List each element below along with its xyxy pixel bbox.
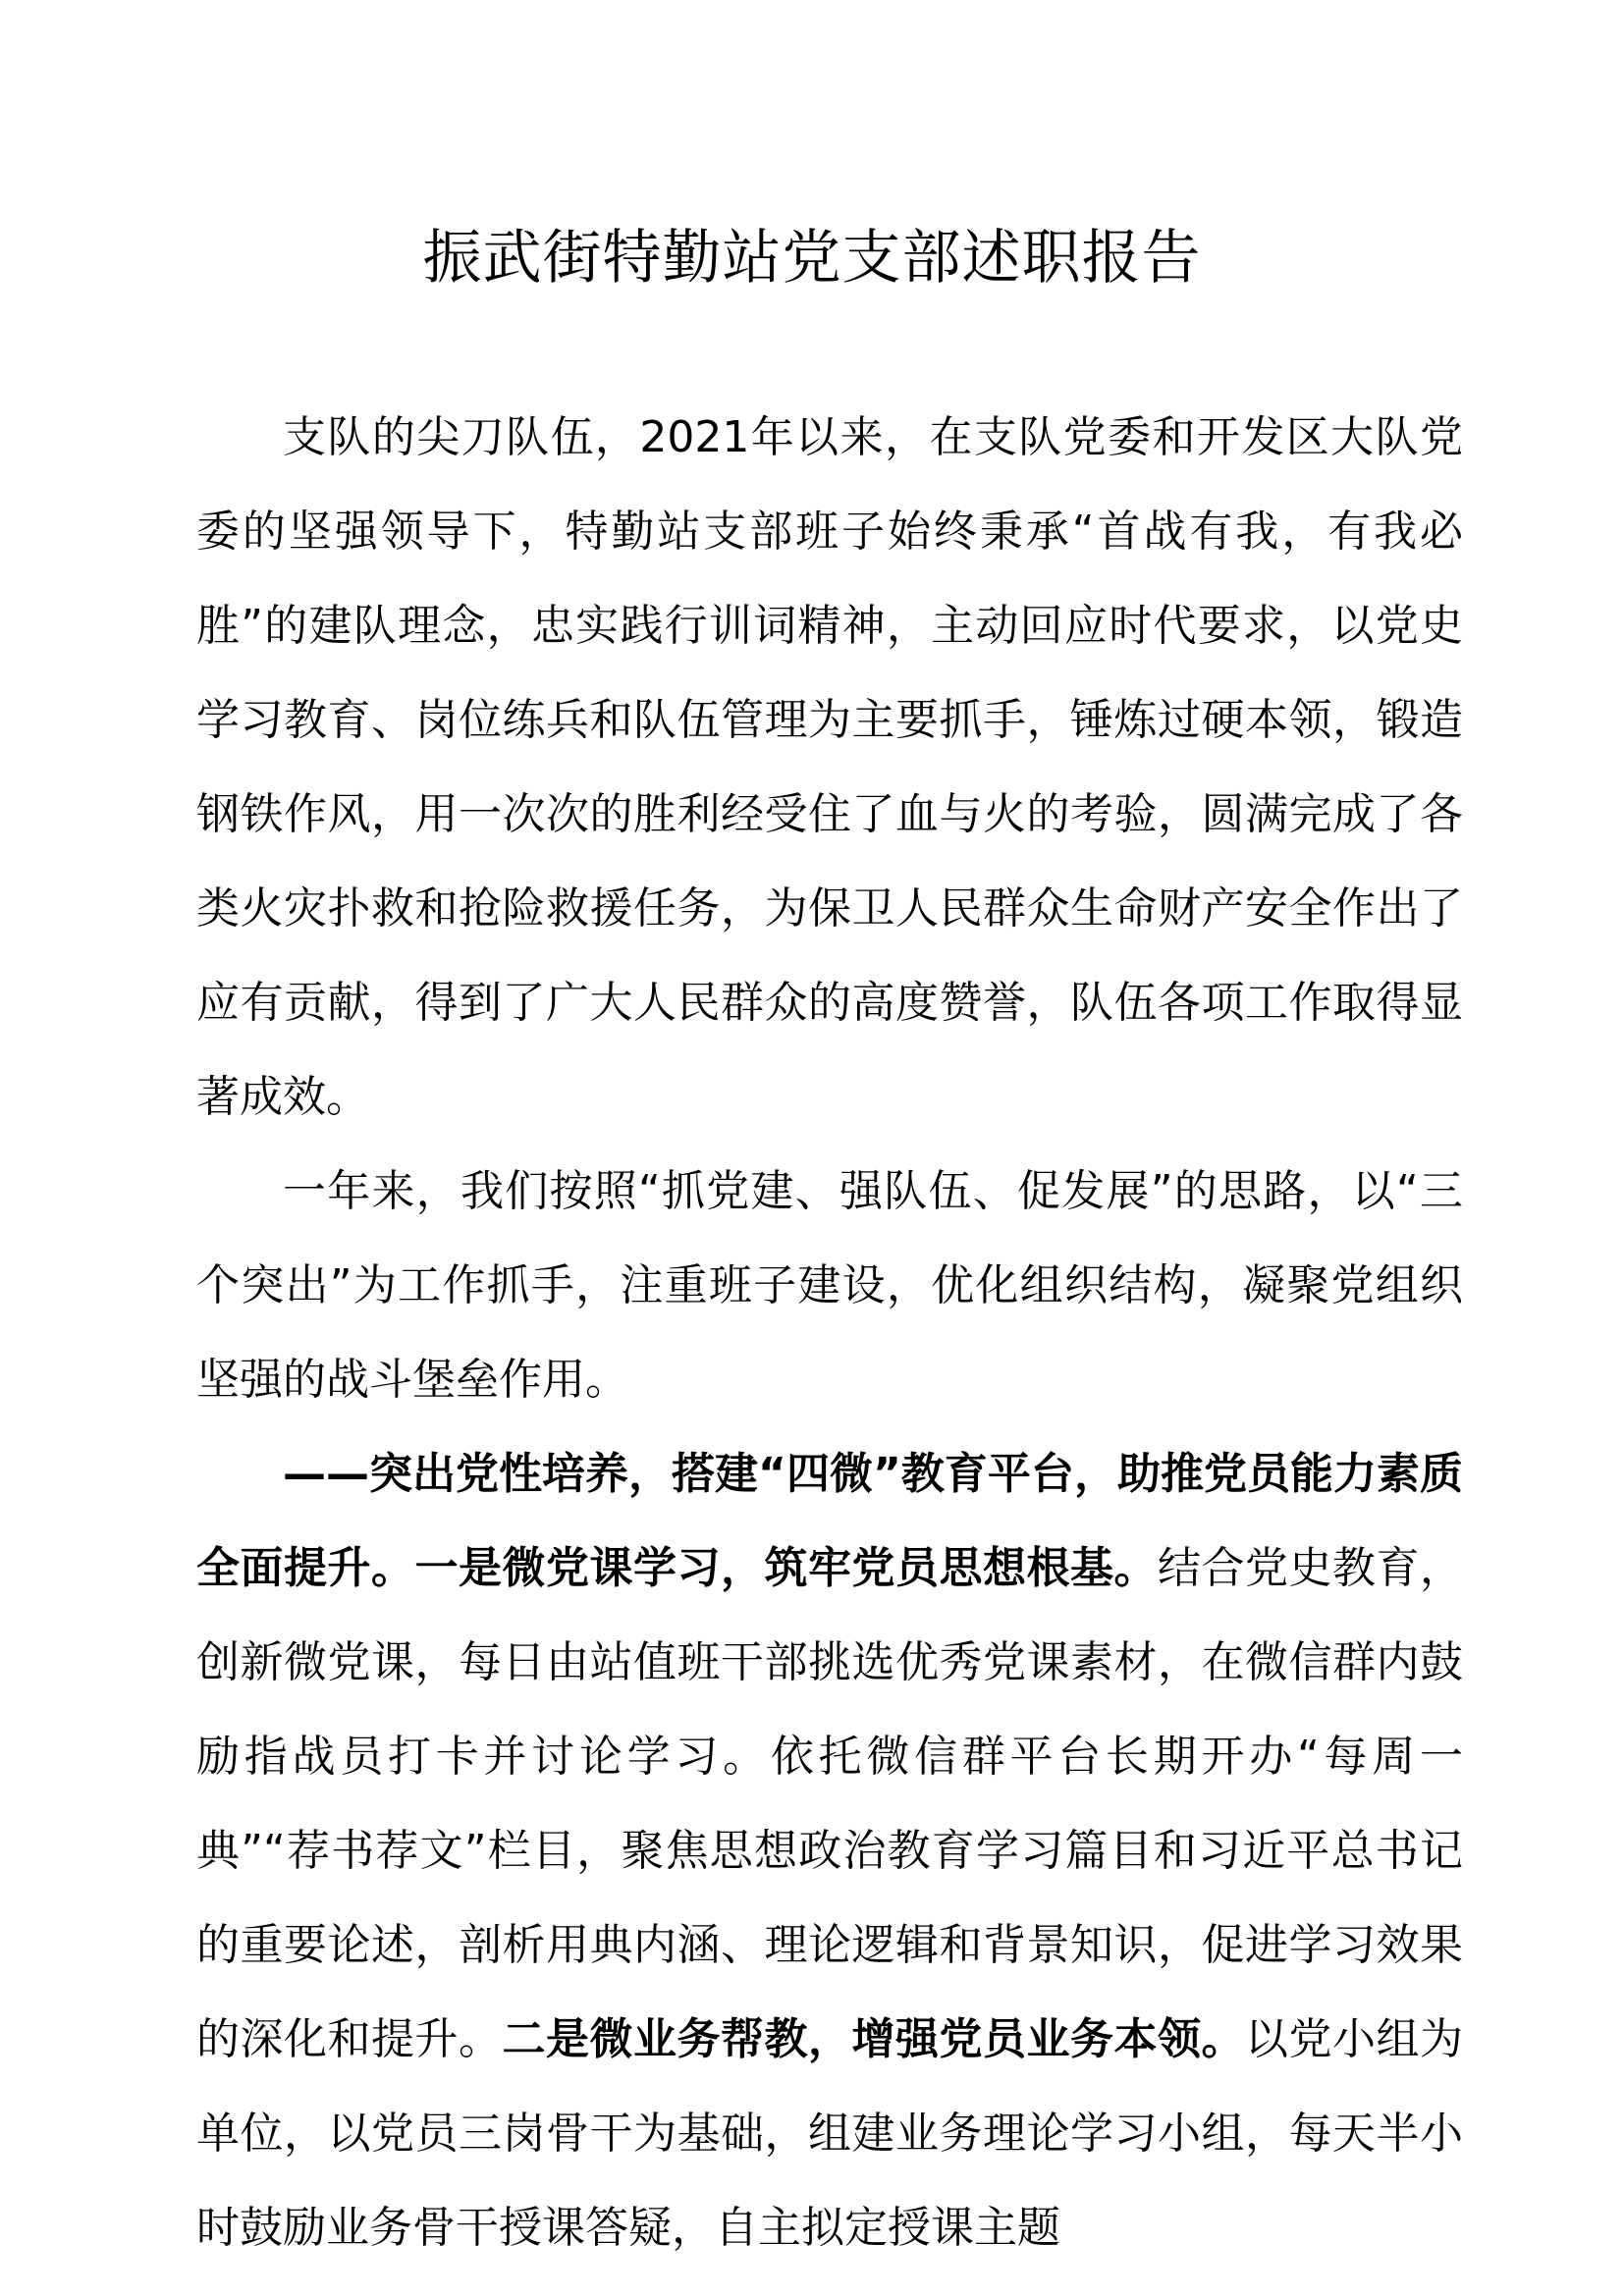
paragraph-intro: 支队的尖刀队伍，2021年以来，在支队党委和开发区大队党委的坚强领导下，特勤站支部班子始终秉承“首战有我，有我必胜”的建队理念，忠实践行训词精神，主动回应时代要求，以党史学习教育、岗位练兵和队伍管理为主要抓手，锤炼过硬本领，锻造钢铁作风，用一次次的胜利经受住了血与火的考验，圆满完成了各类火灾扑救和抢险救援任务，为保卫人民群众生命财产安全作出了应有贡献，得到了广大人民群众的高度赞誉，队伍各项工作取得显著成效。 [196,412,1463,1122]
subsection-heading-bold: 二是微业务帮教，增强党员业务本领。 [502,2014,1245,2064]
paragraph-section-one [196,1427,1463,2275]
paragraph-overview: 一年来，我们按照“抓党建、强队伍、促发展”的思路，以“三个突出”为工作抓手，注重班子建设，优化组织结构，凝聚党组织坚强的战斗堡垒作用。 [196,1166,1463,1405]
document-title: 振武街特勤站党支部述职报告 [422,224,1202,293]
subsection-body-text: 以党小组为单位，以党员三岗骨干为基础，组建业务理论学习小组，每天半小时鼓励业务骨干授课答疑，自主拟定授课主题 [196,2014,1463,2253]
section-body-text: 结合党史教育，创新微党课，每日由站值班干部挑选优秀党课素材，在微信群内鼓励指战员打卡并讨论学习。依托微信群平台长期开办“每周一典”“荐书荐文”栏目，聚焦思想政治教育学习篇目和习近平总书记的重要论述，剖析用典内涵、理论逻辑和背景知识，促进学习效果的深化和提升。 [196,1543,1463,2064]
document-body [196,391,1463,2275]
section-heading-bold: ——突出党性培养，搭建“四微”教育平台，助推党员能力素质全面提升。一是微党课学习，筑牢党员思想根基。 [196,1449,1463,1593]
